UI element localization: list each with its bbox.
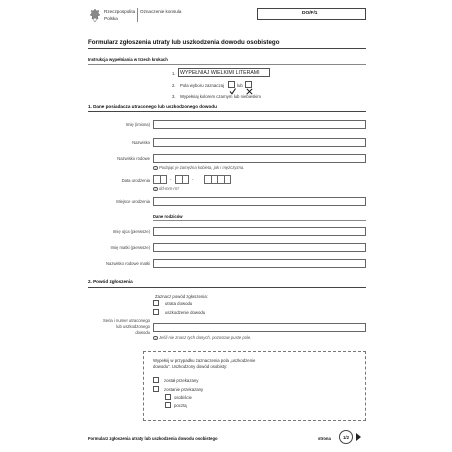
handed-checkbox[interactable] bbox=[153, 377, 159, 383]
handed-label: został przekazany bbox=[164, 378, 199, 383]
damaged-checkbox[interactable] bbox=[153, 309, 159, 315]
first-names-label: Imię (imiona) bbox=[125, 122, 150, 127]
step2-text: Pola wyboru zaznaczaj bbox=[180, 83, 224, 88]
emblem-icon bbox=[89, 8, 101, 23]
form-code: DO/F/1 bbox=[302, 11, 318, 16]
to-hand-label: zostanie przekazany bbox=[164, 387, 204, 392]
instructions-heading: Instrukcja wypełniania w trzech krokach bbox=[88, 57, 168, 62]
doc-number-label-2: lub uszkodzonego bbox=[116, 324, 150, 329]
damaged-label: uszkodzenie dowodu bbox=[165, 310, 206, 315]
page-number: 1/2 bbox=[342, 435, 350, 440]
section2-rule bbox=[88, 287, 366, 288]
doc-number-label-1: Seria i numer utraconego bbox=[102, 318, 150, 323]
surname-field[interactable] bbox=[153, 138, 366, 147]
header-country: Rzeczpospolita bbox=[104, 9, 136, 14]
step2-number: 2. bbox=[172, 83, 176, 88]
header-country-2: Polska bbox=[104, 16, 118, 21]
by-post-checkbox[interactable] bbox=[165, 402, 171, 408]
family-name-field[interactable] bbox=[153, 154, 366, 163]
doc-number-info-text: Jeśli nie znasz tych danych, pozostaw puste pole. bbox=[159, 335, 252, 340]
damaged-prompt-2: dowodu”. Uszkodzony dowód osobisty: bbox=[153, 364, 228, 369]
step3-number: 3. bbox=[172, 94, 176, 99]
section1-rule bbox=[88, 111, 366, 112]
father-label: Imię ojca (pierwsze) bbox=[112, 229, 150, 234]
date-separator-2: - bbox=[192, 177, 194, 182]
birth-place-label: Miejsce urodzenia bbox=[116, 199, 150, 204]
info-icon: i bbox=[154, 336, 156, 341]
parents-rule bbox=[153, 220, 366, 221]
doc-number-info bbox=[153, 335, 251, 340]
personally-checkbox[interactable] bbox=[165, 394, 171, 400]
step3-text: Wypełniaj kolorem czarnym lub niebieskim bbox=[180, 94, 261, 99]
title-rule bbox=[88, 48, 366, 49]
doc-number-field[interactable] bbox=[153, 323, 366, 332]
surname-label: Nazwisko bbox=[132, 140, 150, 145]
info-icon: i bbox=[154, 187, 156, 192]
family-name-info bbox=[153, 165, 244, 170]
to-hand-checkbox[interactable] bbox=[153, 386, 159, 392]
family-name-label: Nazwisko rodowe bbox=[117, 156, 150, 161]
cross-example-icon bbox=[245, 81, 252, 88]
by-post-label: pocztą bbox=[174, 403, 187, 408]
page-label: strona bbox=[318, 436, 331, 441]
mother-maiden-label: Nazwisko rodowe matki bbox=[106, 261, 150, 266]
personally-label: osobiście bbox=[174, 395, 192, 400]
lost-label: utrata dowodu bbox=[165, 301, 193, 306]
step2-mid: lub bbox=[237, 83, 243, 88]
birth-month-cells[interactable] bbox=[175, 175, 189, 184]
footer-title: Formularz zgłoszenia utraty lub uszkodzenia dowodu osobistego bbox=[88, 436, 218, 441]
step1-text: WYPEŁNIAJ WIELKIMI LITERAMI bbox=[180, 70, 260, 76]
birth-date-label: Data urodzenia bbox=[121, 178, 150, 183]
date-separator: - bbox=[170, 177, 172, 182]
page-number-badge bbox=[339, 430, 353, 444]
family-name-info-text: Podając je zamężna kobieta, jak i mężczyzna. bbox=[159, 165, 245, 170]
office-label: Oznaczenie konsula bbox=[140, 9, 182, 14]
page-title: Formularz zgłoszenia utraty lub uszkodzenia dowodu osobistego bbox=[88, 39, 280, 46]
info-icon: i bbox=[154, 166, 156, 171]
lost-checkbox[interactable] bbox=[153, 300, 159, 306]
next-page-icon[interactable] bbox=[356, 433, 361, 441]
damaged-prompt-1: Wypełnij w przypadku zaznaczenia pola „uszkodzenie bbox=[153, 358, 256, 363]
parents-heading: Dane rodziców bbox=[153, 214, 183, 219]
reason-prompt: Zaznacz powód zgłoszenia: bbox=[155, 294, 208, 299]
check-example-icon bbox=[228, 81, 235, 88]
date-hint-text: dd-mm-rrrr bbox=[159, 186, 180, 191]
birth-year-cells[interactable] bbox=[204, 175, 231, 184]
step1-number: 1. bbox=[172, 71, 176, 76]
mother-field[interactable] bbox=[153, 243, 366, 252]
instructions-rule bbox=[88, 64, 366, 65]
doc-number-label-3: dowodu bbox=[135, 330, 150, 335]
section2-heading: 2. Powód zgłoszenia bbox=[88, 279, 133, 284]
mother-label: Imię matki (pierwsze) bbox=[110, 245, 150, 250]
mother-maiden-field[interactable] bbox=[153, 259, 366, 268]
birth-day-cells[interactable] bbox=[153, 175, 167, 184]
header-divider bbox=[137, 8, 138, 22]
first-names-field[interactable] bbox=[153, 120, 366, 129]
birth-place-field[interactable] bbox=[153, 197, 366, 206]
date-hint bbox=[153, 186, 179, 191]
section1-heading: 1. Dane posiadacza utraconego lub uszkodzonego dowodu bbox=[88, 104, 217, 109]
father-field[interactable] bbox=[153, 227, 366, 236]
